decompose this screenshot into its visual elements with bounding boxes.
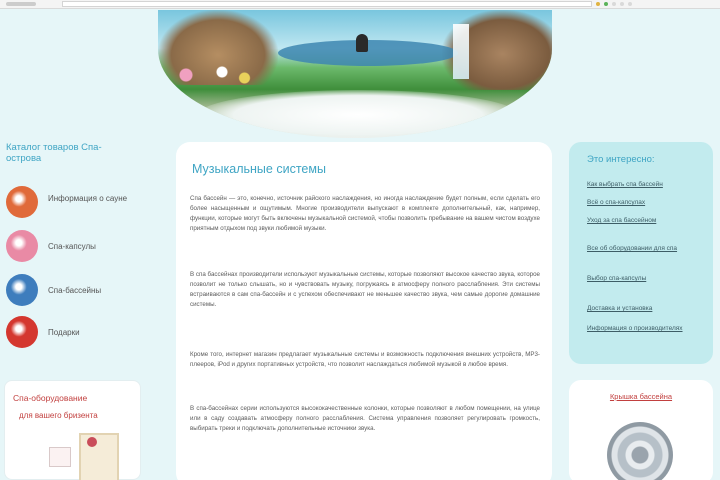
catalog-title: Каталог товаров Спа-острова [6, 142, 102, 164]
gift-thumb[interactable] [6, 316, 38, 348]
catalog-item-label[interactable]: Спа-бассейны [48, 286, 102, 295]
promo-subtitle[interactable]: для вашего бризента [19, 411, 98, 420]
sauna-thumb[interactable] [6, 186, 38, 218]
spa-pool-thumb[interactable] [6, 274, 38, 306]
speaker-cover-image[interactable] [607, 422, 673, 480]
waterfall-graphic [453, 24, 469, 79]
catalog-item-label[interactable]: Спа-капсулы [48, 242, 96, 251]
catalog-item-gifts[interactable] [4, 316, 144, 350]
promo-banner[interactable] [4, 380, 141, 480]
related-link[interactable]: Все об оборудовании для спа [587, 245, 678, 252]
related-link[interactable]: Как выбрать спа бассейн [587, 181, 663, 188]
toolbar-indicator-2[interactable] [612, 2, 616, 6]
paragraph-4: В спа-бассейнах серии используются высококачественные колонки, которые позволяют в любом помещении, на улице или в саду создавать атмосферу полного расслабления. Система управления позволяет регулировать громкость, выбирать треки и подключать дополнительные источники звука. [190, 405, 540, 432]
flowers-graphic [168, 60, 258, 90]
promo-title[interactable]: Спа-оборудование [13, 393, 88, 403]
related-link[interactable]: Уход за спа бассейном [587, 217, 657, 224]
paragraph-3: Кроме того, интернет магазин предлагает музыкальные системы и возможность подключения внешних устройств, MP3-плееров, iPod и других портативных устройств, что позволит наслаждаться любимой музыкой в любое время. [190, 351, 540, 368]
address-bar[interactable] [62, 1, 592, 7]
main-content [176, 142, 552, 480]
toolbar-indicator-1[interactable] [604, 2, 608, 6]
catalog-item-spa-capsules[interactable] [4, 230, 144, 264]
page-title: Музыкальные системы [192, 162, 326, 176]
related-link[interactable]: Всё о спа-капсулах [587, 199, 646, 206]
header-island-image [158, 10, 552, 138]
meditating-person-graphic [356, 34, 368, 52]
catalog-item-label[interactable]: Подарки [48, 328, 80, 337]
product-card[interactable] [569, 380, 713, 480]
rose-graphic [87, 437, 97, 447]
related-panel [569, 142, 713, 364]
related-link[interactable]: Доставка и установка [587, 305, 653, 312]
toolbar-indicator-0[interactable] [596, 2, 600, 6]
spa-capsule-thumb[interactable] [6, 230, 38, 262]
toolbar-indicator-4[interactable] [628, 2, 632, 6]
product-title[interactable]: Крышка бассейна [609, 392, 673, 401]
catalog-item-label[interactable]: Информация о сауне [48, 194, 128, 203]
toolbar-indicator-3[interactable] [620, 2, 624, 6]
toolbar-indicators [596, 2, 632, 6]
mist-graphic [198, 90, 518, 138]
paragraph-2: В спа бассейнах производители используют музыкальные системы, которые позволяют высокое качество звука, которое позволит не только слышать, но и чувствовать музыку, погружаясь в атмосферу полного расслабления. Эти системы встраиваются в сам спа-бассейн и с успехом обеспечивают не меньшее качество звука, чем самые дорогие домашние системы. [190, 271, 540, 308]
related-title: Это интересно: [587, 154, 655, 165]
window-graphic [79, 433, 119, 480]
catalog-item-spa-pools[interactable] [4, 274, 144, 308]
picture-frame-graphic [49, 447, 71, 467]
related-link[interactable]: Информация о производителях [587, 325, 683, 332]
related-link[interactable]: Выбор спа-капсулы [587, 275, 647, 282]
browser-toolbar [0, 0, 720, 9]
paragraph-1: Спа бассейн — это, конечно, источник райского наслаждения, но иногда наслаждение будет полным, если сделать его более насыщенным и ощутимым. Многие производители выпускают в комплекте дополнительный, как, например, функции, которые могут быть включены музыкальной системой, чтобы позволить пребывание на вашем чистом воздухе приятным отдыхом под звуки любимой музыки. [190, 195, 540, 232]
catalog-item-sauna[interactable] [4, 186, 144, 220]
lake-graphic [278, 40, 458, 66]
browser-controls[interactable] [6, 2, 36, 6]
